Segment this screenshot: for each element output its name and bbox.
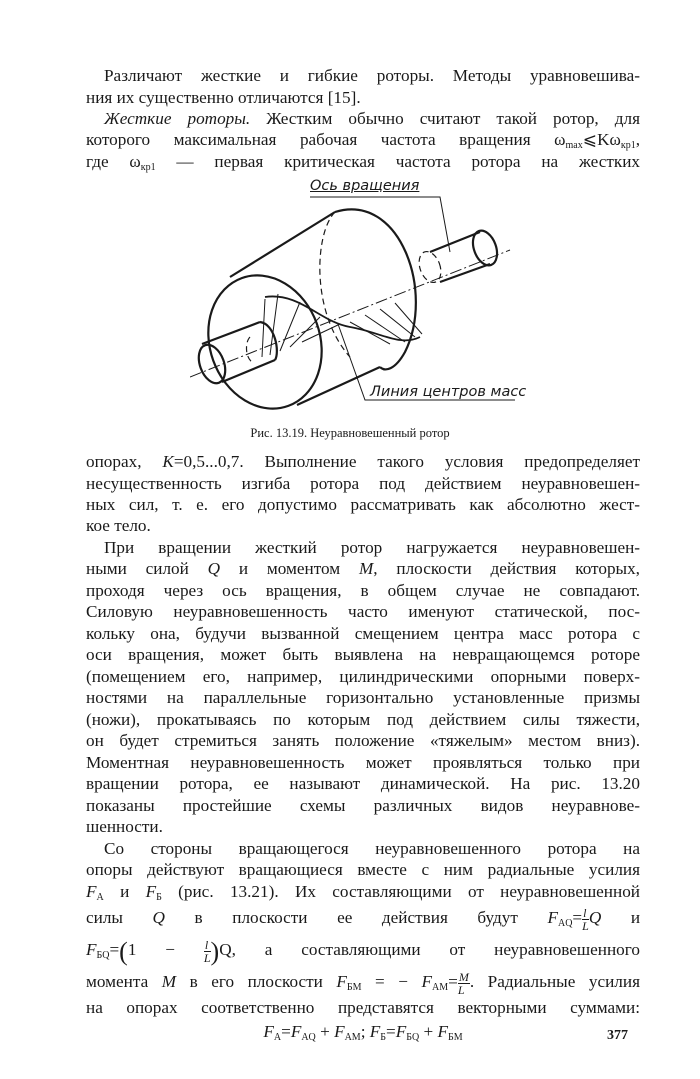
text-line: он будет стремиться занять положение «тяжелым» местом вниз).	[86, 731, 640, 750]
text-span: и	[630, 908, 641, 927]
math-var: Q	[152, 908, 165, 927]
text-span: и моментом	[220, 559, 359, 578]
text-span: опорах,	[86, 452, 163, 471]
section-heading-inline: Жесткие роторы.	[104, 109, 251, 128]
text-line	[86, 935, 640, 971]
text-line: несущественность изгиба ротора под действием неуравновешен-	[86, 474, 640, 493]
math-var: F	[86, 882, 97, 901]
text-span: Q, а составляющими от неуравновешенного	[219, 940, 640, 959]
text-line: вращении ротора, ее называют динамической. На рис. 13.20	[86, 774, 640, 793]
subscript: А	[96, 892, 104, 903]
text-line: шенности.	[86, 817, 163, 836]
rotor-body-top-edge	[230, 212, 335, 277]
text-line: кольку она, будучи вызванной смещением центра масс ротора с	[86, 624, 640, 643]
text-span: где ω	[86, 152, 141, 171]
text-span: момента	[86, 972, 162, 991]
formula-FAQ: $F_{AQ}=$ $\frac{l}{L}$ Q	[547, 905, 602, 933]
rotor-back-face-hidden	[320, 212, 350, 357]
axis-leader	[310, 197, 450, 252]
math-var: M	[358, 559, 374, 578]
subscript: Б	[156, 892, 162, 903]
text-span: ,	[635, 130, 640, 149]
text-span: , плоскости действия которых,	[373, 559, 640, 578]
math-var: Q	[207, 559, 221, 578]
subscript: max	[565, 140, 583, 151]
text-line: Со стороны вращающегося неуравновешенного ротора на	[104, 839, 640, 858]
figure-caption: Рис. 13.19. Неуравновешенный ротор	[250, 426, 450, 440]
text-span: которого максимальная рабочая частота вращения ω	[86, 130, 566, 149]
math-var: F	[145, 882, 157, 901]
formula-FBM: $F_{БМ}$ = − $F_{АМ}=$ $\frac{M}{L}$	[336, 969, 469, 997]
text-line: Силовую неуравновешенность часто именуют статической, пос-	[86, 602, 640, 621]
text-line	[86, 904, 640, 938]
text-span: в плоскости ее действия будут	[164, 908, 548, 927]
text-line: Моментная неуравновешенность может проявляться только при	[86, 753, 640, 772]
text-line: на опорах соответственно представятся векторными суммами:	[86, 998, 640, 1017]
right-shaft	[430, 232, 490, 282]
text-span: Жестким обычно считают такой ротор, для	[250, 109, 640, 128]
text-line: При вращении жесткий ротор нагружается неуравновешен-	[104, 538, 640, 557]
page-number: 377	[607, 1028, 628, 1043]
text-span: =0,5...0,7. Выполнение такого условия предопределяет	[173, 452, 640, 471]
text-line: проходя через ось вращения, в общем случае не совпадают.	[86, 581, 640, 600]
text-span: ными силой	[86, 559, 208, 578]
text-span: . Радиальные усилия	[469, 972, 640, 991]
mass-centers-line	[265, 296, 420, 340]
math-var: M	[161, 972, 177, 991]
text-line: опоры действуют вращающиеся вместе с ним радиальные усилия	[86, 860, 640, 879]
text-line: (помещением его, например, цилиндрическими опорными поверх-	[86, 667, 640, 686]
text-span: ⩽Kω	[582, 130, 621, 149]
subscript: кр1	[620, 140, 636, 151]
text-line	[86, 559, 640, 579]
text-line: ния их существенно отличаются [15].	[86, 88, 361, 107]
text-span: — первая критическая частота ротора на жестких	[155, 152, 640, 171]
text-line: кое тело.	[86, 516, 151, 535]
text-span: (рис. 13.21). Их составляющими от неуравновешенной	[161, 882, 640, 901]
text-line: ных сил, т. е. его допустимо рассматривать как абсолютно жест-	[86, 495, 640, 514]
text-span: силы	[86, 908, 153, 927]
rotor-back-face	[335, 209, 416, 369]
math-var: K	[162, 452, 174, 471]
rotor-body-bottom-edge	[297, 367, 380, 405]
text-line: (ножи), прокатываясь по которым под действием силы тяжести,	[86, 710, 640, 729]
text-line: оси вращения, может быть выявлена на невращающемся роторе	[86, 645, 640, 664]
formula-FBQ: $F_{БQ}=(1$ − $\frac{l}{L}$ )	[86, 937, 220, 966]
text-line	[86, 452, 640, 472]
text-line: показаны простейшие схемы различных видов неуравнове-	[86, 796, 640, 815]
label-mass-centers-line: Линия центров масс	[370, 384, 527, 400]
text-line	[104, 109, 640, 129]
text-span: в его плоскости	[176, 972, 337, 991]
left-shaft	[202, 322, 275, 382]
text-line: Различают жесткие и гибкие роторы. Методы уравновешива-	[104, 66, 640, 85]
text-line: ностями на параллельные горизонтально установленные призмы	[86, 688, 640, 707]
text-line	[86, 968, 640, 1002]
text-span: и	[103, 882, 146, 901]
label-rotation-axis: Ось вращения	[310, 178, 420, 194]
subscript: кр1	[140, 162, 156, 173]
vector-sum-equation: $F_А=F_{AQ} + F_{АМ}$; $F_Б=F_{БQ} + F_{БМ}$	[263, 1022, 463, 1043]
